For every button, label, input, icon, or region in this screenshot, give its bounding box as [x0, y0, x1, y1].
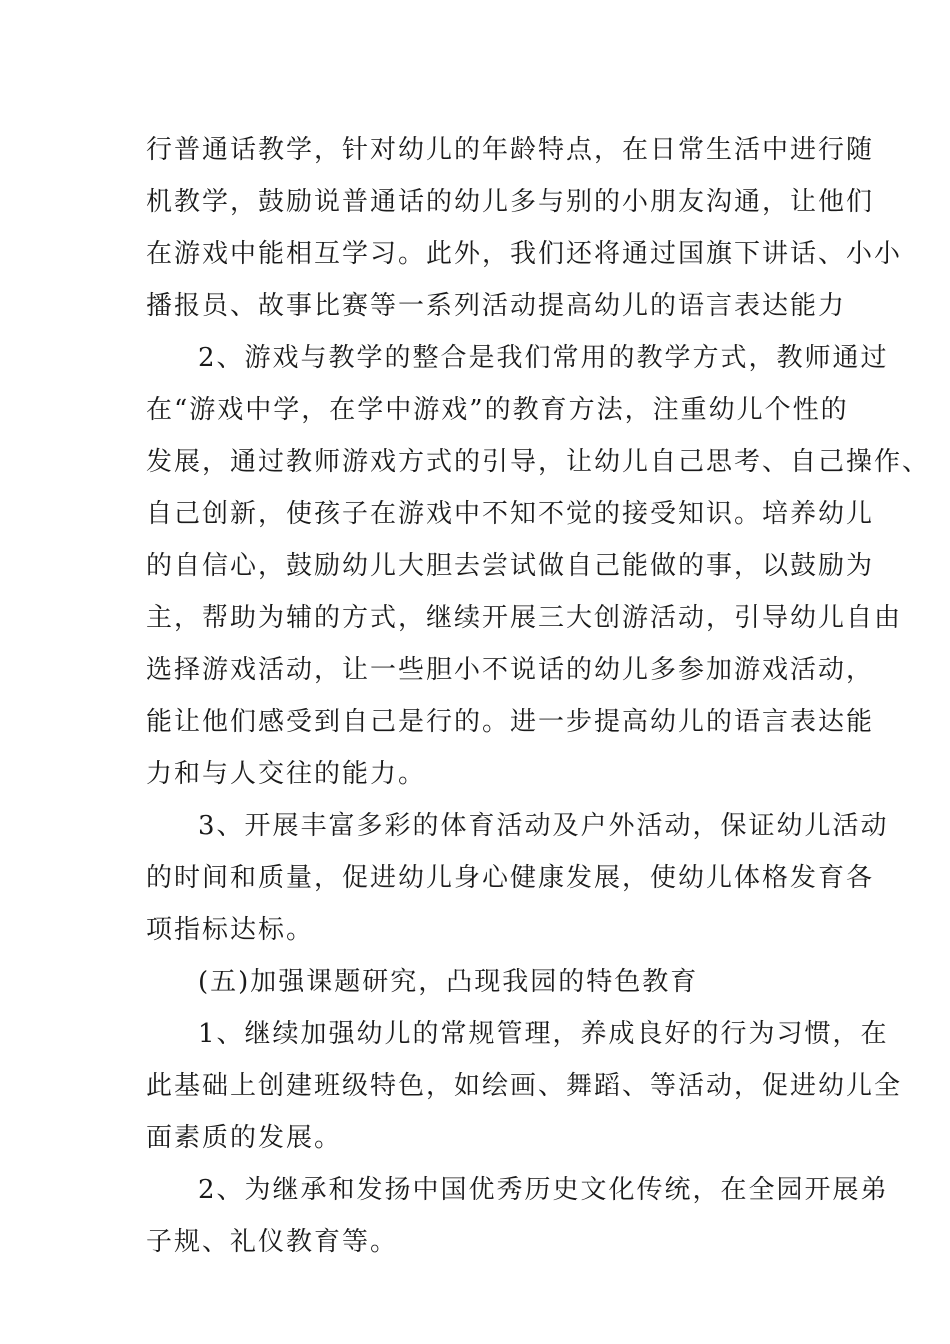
- text-line: 机教学，鼓励说普通话的幼儿多与别的小朋友沟通，让他们: [146, 187, 875, 217]
- section-heading: (五)加强课题研究，凸现我园的特色教育: [198, 967, 699, 997]
- text-line: 2、游戏与教学的整合是我们常用的教学方式，教师通过: [198, 343, 889, 373]
- section-heading-5: [146, 956, 826, 1008]
- text-line: 1、继续加强幼儿的常规管理，养成良好的行为习惯，在: [198, 1019, 889, 1049]
- text-line: 主，帮助为辅的方式，继续开展三大创游活动，引导幼儿自由: [146, 603, 903, 633]
- text-line: 面素质的发展。: [146, 1123, 343, 1153]
- text-line: 项指标达标。: [146, 915, 315, 945]
- text-line: 3、开展丰富多彩的体育活动及户外活动，保证幼儿活动: [198, 811, 889, 841]
- text-line: 行普通话教学，针对幼儿的年龄特点，在日常生活中进行随: [146, 135, 875, 165]
- text-line: 在“游戏中学，在学中游戏”的教育方法，注重幼儿个性的: [146, 395, 849, 425]
- text-line: 力和与人交往的能力。: [146, 759, 427, 789]
- paragraph-item-3: [146, 800, 889, 956]
- text-line: 在游戏中能相互学习。此外，我们还将通过国旗下讲话、小小: [146, 239, 903, 269]
- text-line: 子规、礼仪教育等。: [146, 1227, 399, 1257]
- body-text: [146, 124, 931, 1268]
- text-line: 选择游戏活动，让一些胆小不说话的幼儿多参加游戏活动，: [146, 655, 875, 685]
- paragraph-item-5-1: [146, 1008, 903, 1164]
- text-line: 2、为继承和发扬中国优秀历史文化传统，在全园开展弟: [198, 1175, 889, 1205]
- text-line: 播报员、故事比赛等一系列活动提高幼儿的语言表达能力: [146, 291, 847, 321]
- text-line: 自己创新，使孩子在游戏中不知不觉的接受知识。培养幼儿: [146, 499, 875, 529]
- text-line: 的自信心，鼓励幼儿大胆去尝试做自己能做的事，以鼓励为: [146, 551, 875, 581]
- paragraph-continuation: [146, 124, 903, 332]
- text-line: 的时间和质量，促进幼儿身心健康发展，使幼儿体格发育各: [146, 863, 875, 893]
- paragraph-item-5-2: [146, 1164, 889, 1268]
- text-line: 能让他们感受到自己是行的。进一步提高幼儿的语言表达能: [146, 707, 875, 737]
- text-line: 此基础上创建班级特色，如绘画、舞蹈、等活动，促进幼儿全: [146, 1071, 903, 1101]
- paragraph-item-2: [146, 332, 931, 800]
- text-line: 发展，通过教师游戏方式的引导，让幼儿自己思考、自己操作、: [146, 447, 931, 477]
